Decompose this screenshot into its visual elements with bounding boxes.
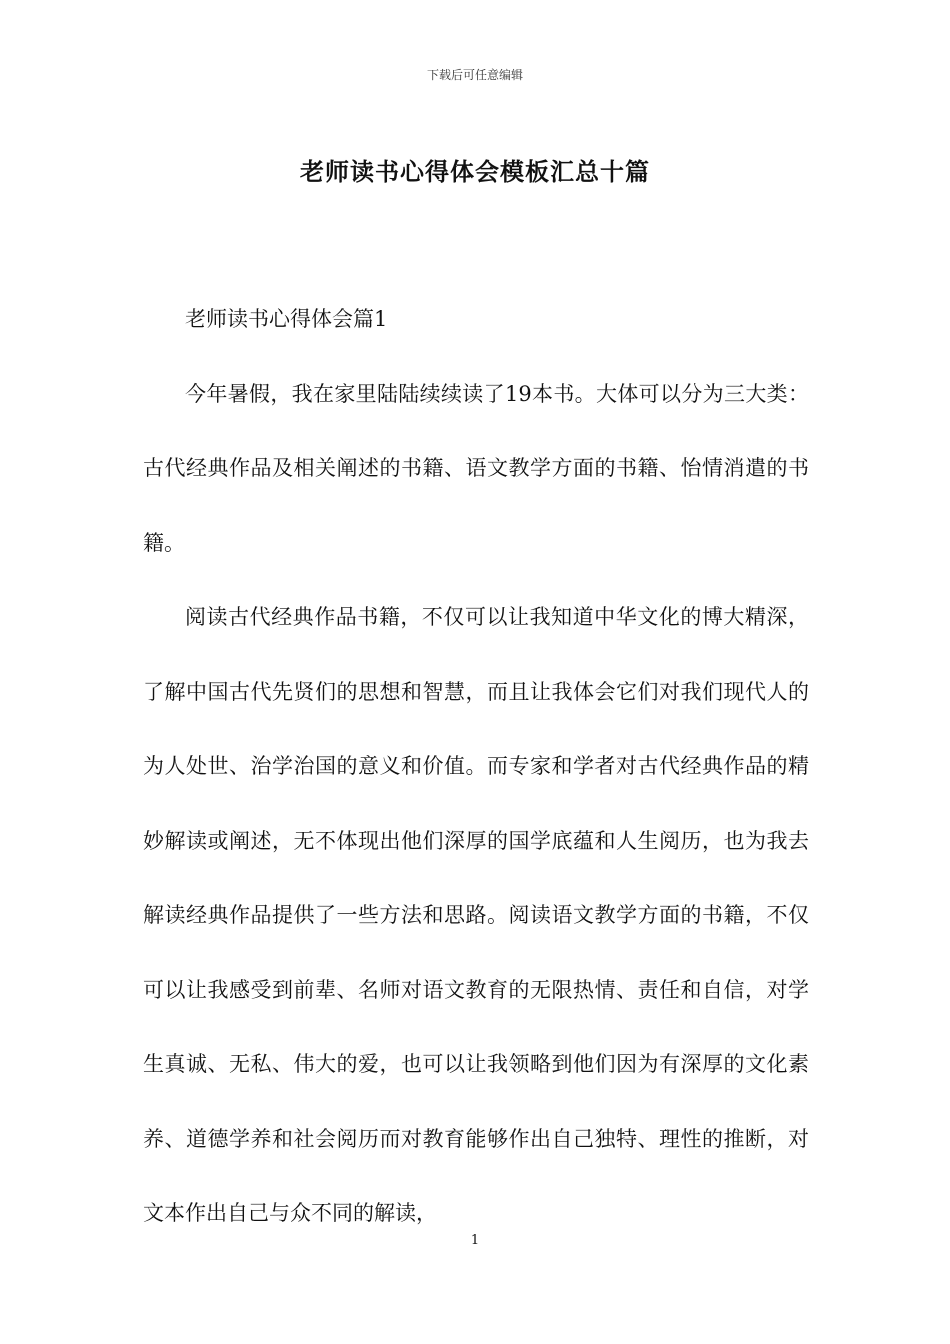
section-heading: 老师读书心得体会篇1 bbox=[185, 307, 388, 331]
page-header-note: 下载后可任意编辑 bbox=[426, 68, 523, 82]
document-title: 老师读书心得体会模板汇总十篇 bbox=[300, 157, 650, 186]
document-body bbox=[143, 282, 809, 1251]
paragraph: 今年暑假，我在家里陆陆续续读了19本书。大体可以分为三大类：古代经典作品及相关阐述的书籍、语文教学方面的书籍、怡情消遣的书籍。 bbox=[143, 381, 809, 555]
page-number: 1 bbox=[470, 1233, 480, 1248]
paragraph: 阅读古代经典作品书籍，不仅可以让我知道中华文化的博大精深，了解中国古代先贤们的思想和智慧，而且让我体会它们对我们现代人的为人处世、治学治国的意义和价值。而专家和学者对古代经典作品的精妙解读或阐述，无不体现出他们深厚的国学底蕴和人生阅历，也为我去解读经典作品提供了一些方法和思路。阅读语文教学方面的书籍，不仅可以让我感受到前辈、名师对语文教育的无限热情、责任和自信，对学生真诚、无私、伟大的爱，也可以让我领略到他们因为有深厚的文化素养、道德学养和社会阅历而对教育能够作出自己独特、理性的推断，对文本作出自己与众不同的解读， bbox=[143, 605, 809, 1225]
